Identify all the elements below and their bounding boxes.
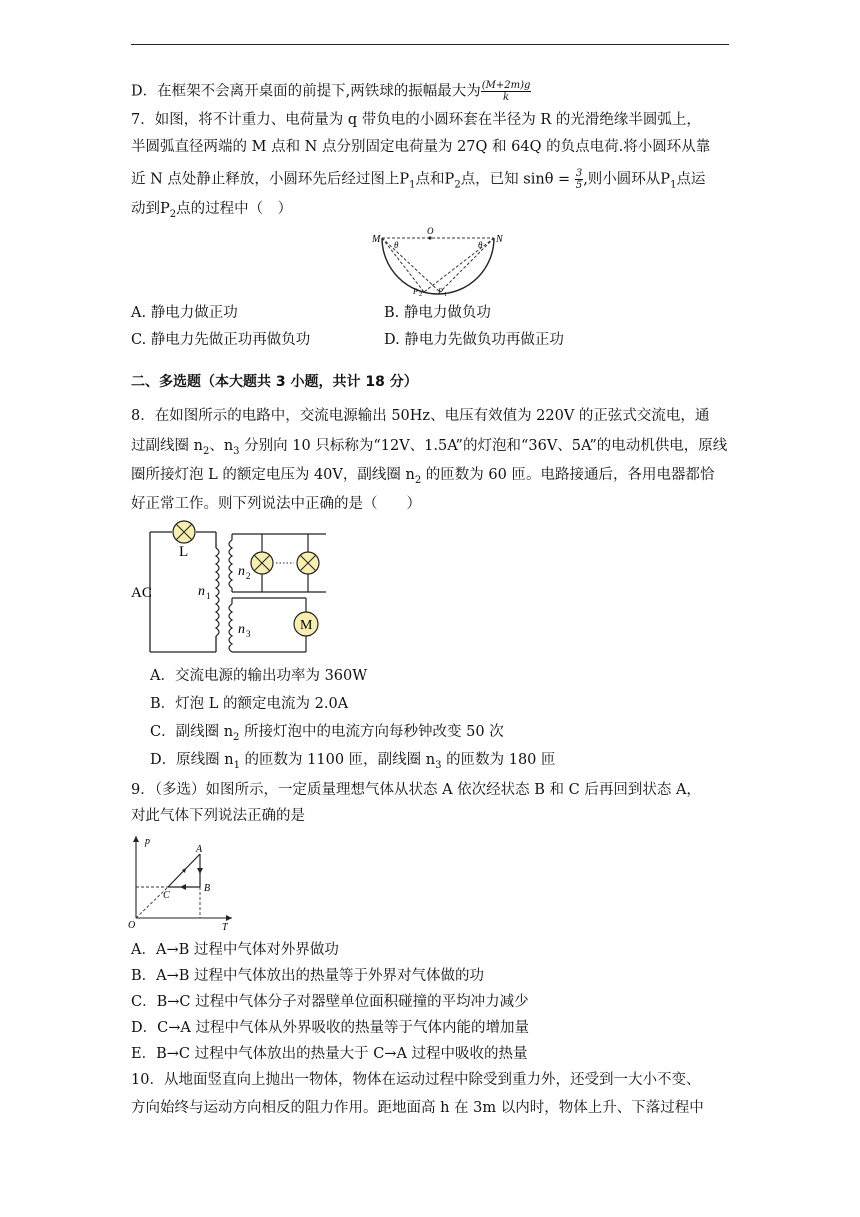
q7-line4: 动到$P_2$点的过程中（ ） — [131, 201, 293, 220]
q8-option-d: D．原线圈 $n_1$ 的匝数为 1100 匝，副线圈 $n_3$ 的匝数为 180 匝 — [150, 752, 556, 771]
q6-fraction: $\frac{(M+2m)g}{k}$ — [481, 80, 531, 103]
label-n2: n — [238, 564, 245, 579]
q7-semicircle-figure — [368, 224, 508, 300]
q9-option-c: C．B→C 过程中气体分子对器壁单位面积碰撞的平均冲力减少 — [131, 994, 529, 1010]
q8-line1: 8．在如图所示的电路中，交流电源输出 50Hz、电压有效值为 220V 的正弦式交流电，通 — [131, 408, 710, 424]
label-motor: M — [300, 618, 313, 633]
q8-line4: 好正常工作。则下列说法中正确的是（ ） — [131, 496, 421, 512]
q9-option-a: A．A→B 过程中气体对外界做功 — [131, 942, 339, 958]
label-n1: n — [198, 584, 205, 599]
state-b: B — [204, 883, 211, 894]
label-theta-left: θ — [394, 240, 399, 250]
q8-line2: 过副线圈 $n_2$、$n_3$ 分别向 10 只标称为“12V、1.5A”的灯泡和“36V、5A”的电动机供电，原线 — [131, 438, 728, 457]
state-a: A — [196, 844, 203, 855]
label-theta-right: θ — [478, 240, 483, 250]
axis-p: p — [145, 836, 150, 847]
q8-option-c: C．副线圈 $n_2$ 所接灯泡中的电流方向每秒钟改变 50 次 — [150, 724, 504, 743]
q9-option-d: D．C→A 过程中气体从外界吸收的热量等于气体内能的增加量 — [131, 1020, 529, 1036]
q8-option-a: A．交流电源的输出功率为 360W — [150, 668, 368, 684]
axis-t: T — [222, 922, 228, 930]
header-rule — [131, 44, 729, 45]
label-p2: P — [413, 287, 418, 296]
svg-text:2: 2 — [419, 292, 422, 298]
q7-option-c: C. 静电力先做正功再做负功 — [131, 332, 311, 348]
q7-line2: 半圆弧直径两端的 M 点和 N 点分别固定电荷量为 27Q 和 64Q 的负点电荷.将小圆环从靠 — [131, 139, 711, 155]
state-c: C — [163, 890, 170, 901]
q10-line1: 10．从地面竖直向上抛出一物体，物体在运动过程中除受到重力外，还受到一大小不变、 — [131, 1072, 701, 1088]
q7-option-a: A. 静电力做正功 — [131, 305, 238, 321]
q10-line2: 方向始终与运动方向相反的阻力作用。距地面高 h 在 3m 以内时，物体上升、下落过程中 — [131, 1100, 704, 1116]
q7-option-b: B. 静电力做负功 — [384, 305, 491, 321]
svg-text:1: 1 — [206, 591, 211, 601]
section-heading: 二、多选题（本大题共 3 小题，共计 18 分） — [131, 374, 418, 390]
label-ac: AC — [131, 585, 152, 601]
svg-text:2: 2 — [246, 571, 251, 581]
label-n3: n — [238, 622, 245, 637]
origin-o: O — [128, 920, 136, 930]
q9-option-b: B．A→B 过程中气体放出的热量等于外界对气体做的功 — [131, 968, 485, 984]
label-o: O — [427, 226, 434, 236]
q7-line3: 近 N 点处静止释放，小圆环先后经过图上$P_1$点和$P_2$点，已知 sinθ = $\frac{3}{5}$ ,则小圆环从$P_1$点运 — [131, 168, 706, 191]
q6-option-d: D．在框架不会离开桌面的前提下,两铁球的振幅最大为 $\frac{(M+2m)g}{k}$ — [131, 80, 531, 103]
svg-text:1: 1 — [444, 292, 447, 298]
q9-pt-graph — [128, 830, 238, 930]
label-m: M — [372, 234, 381, 245]
label-bulb-l: L — [179, 544, 189, 560]
q9-line1: 9．（多选）如图所示，一定质量理想气体从状态 A 依次经状态 B 和 C 后再回到状态 A， — [131, 782, 701, 798]
q8-option-b: B．灯泡 L 的额定电流为 2.0A — [150, 696, 349, 712]
q8-line3: 圈所接灯泡 L 的额定电压为 40V，副线圈 $n_2$ 的匝数为 60 匝。电路接通后，各用电器都恰 — [131, 467, 715, 486]
q9-line2: 对此气体下列说法正确的是 — [131, 808, 305, 824]
label-n: N — [496, 234, 503, 245]
q7-line1: 7．如图，将不计重力、电荷量为 q 带负电的小圆环套在半径为 R 的光滑绝缘半圆弧上， — [131, 112, 701, 128]
svg-text:3: 3 — [246, 629, 251, 639]
q8-circuit-figure — [128, 518, 338, 658]
label-p1: P — [438, 287, 443, 296]
q7-fraction: $\frac{3}{5}$ — [575, 168, 583, 191]
q7-option-d: D. 静电力先做负功再做正功 — [384, 332, 564, 348]
q9-option-e: E．B→C 过程中气体放出的热量大于 C→A 过程中吸收的热量 — [131, 1046, 528, 1062]
